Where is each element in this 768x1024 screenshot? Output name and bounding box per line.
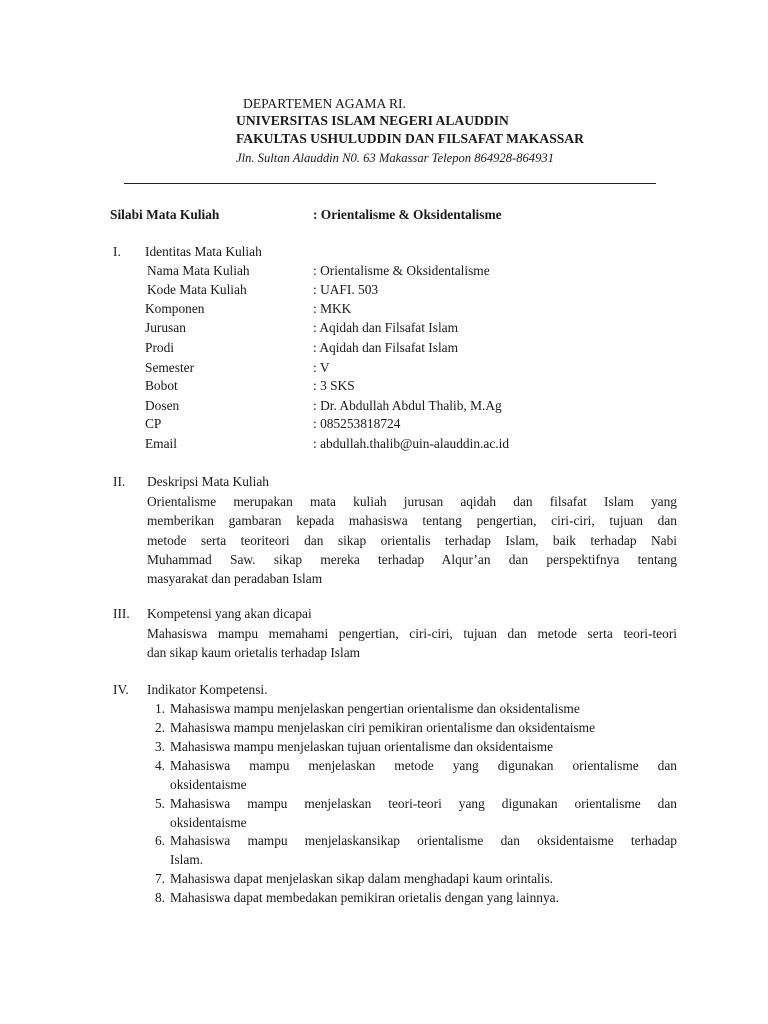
list-item-text: oksidentaisme xyxy=(170,776,247,792)
identity-label: Email xyxy=(145,436,177,451)
list-item-text: Mahasiswa dapat membedakan pemikiran orietalis dengan yang lainnya. xyxy=(170,890,559,905)
list-item xyxy=(170,738,677,757)
list-item xyxy=(170,889,677,908)
identity-value: : Orientalisme & Oksidentalisme xyxy=(313,263,490,278)
list-item-number: 5. xyxy=(154,796,165,811)
list-item-text: Mahasiswa mampu menjelaskan pengertian orientalisme dan oksidentalisme xyxy=(170,701,580,716)
identity-label: Semester xyxy=(145,360,195,375)
section-3-title: Kompetensi yang akan dicapai xyxy=(147,606,312,621)
section-1-numeral: I. xyxy=(113,244,121,259)
identity-label: CP xyxy=(145,416,162,431)
identity-value: : abdullah.thalib@uin-alauddin.ac.id xyxy=(313,436,510,451)
list-item-number: 1. xyxy=(154,701,165,716)
header-divider xyxy=(124,183,656,184)
section-3-numeral: III. xyxy=(113,606,130,621)
list-item xyxy=(170,795,677,833)
identity-value: : UAFI. 503 xyxy=(313,282,379,297)
list-item-number: 2. xyxy=(154,720,165,735)
list-item-number: 8. xyxy=(154,890,165,905)
identity-value: : Dr. Abdullah Abdul Thalib, M.Ag xyxy=(313,398,502,413)
identity-label: Jurusan xyxy=(145,320,186,335)
list-item-text: Mahasiswa mampu menjelaskan tujuan orientalisme dan oksidentaisme xyxy=(170,739,554,754)
list-item-text: Mahasiswa mampu menjelaskan teori-teori yang digunakan orientalisme dan xyxy=(170,796,677,811)
description-line: Muhammad Saw. sikap mereka terhadap Alqur’an dan perspektifnya tentang xyxy=(147,551,677,567)
header-university: UNIVERSITAS ISLAM NEGERI ALAUDDIN xyxy=(236,113,509,128)
identity-label: Prodi xyxy=(145,340,175,355)
identity-label: Dosen xyxy=(145,398,180,413)
identity-value: : MKK xyxy=(313,301,352,316)
identity-label: Komponen xyxy=(145,301,205,316)
header-faculty: FAKULTAS USHULUDDIN DAN FILSAFAT MAKASSAR xyxy=(236,131,584,146)
competency-line: dan sikap kaum orietalis terhadap Islam xyxy=(147,645,361,661)
competency-line: Mahasiswa mampu memahami pengertian, ciri-ciri, tujuan dan metode serta teori-teori xyxy=(147,626,677,641)
section-4-numeral: IV. xyxy=(113,682,129,697)
identity-value: : 3 SKS xyxy=(313,378,355,393)
list-item-text: oksidentaisme xyxy=(170,814,247,830)
list-item xyxy=(170,832,677,870)
header-ministry: DEPARTEMEN AGAMA RI. xyxy=(243,96,406,111)
silabi-value: : Orientalisme & Oksidentalisme xyxy=(313,207,502,222)
list-item-number: 6. xyxy=(154,833,165,848)
list-item xyxy=(170,719,677,738)
list-item-text: Mahasiswa mampu menjelaskan ciri pemikiran orientalisme dan oksidentaisme xyxy=(170,720,596,735)
description-line: masyarakat dan peradaban Islam xyxy=(147,571,323,587)
section-2-title: Deskripsi Mata Kuliah xyxy=(147,474,269,489)
section-4-title: Indikator Kompetensi. xyxy=(147,682,268,697)
header-address: Jln. Sultan Alauddin N0. 63 Makassar Telepon 864928-864931 xyxy=(236,151,554,165)
list-item-text: Mahasiswa mampu menjelaskansikap orientalisme dan oksidentaisme terhadap xyxy=(170,833,677,848)
description-line: metode serta teoriteori dan sikap orientalis terhadap Islam, baik terhadap Nabi xyxy=(147,532,677,548)
list-item-number: 7. xyxy=(154,871,165,886)
list-item-text: Mahasiswa dapat menjelaskan sikap dalam menghadapi kaum orintalis. xyxy=(170,871,554,886)
description-line: Orientalisme merupakan mata kuliah jurusan aqidah dan filsafat Islam yang xyxy=(147,494,677,509)
list-item xyxy=(170,870,677,889)
identity-value: : Aqidah dan Filsafat Islam xyxy=(313,320,459,335)
section-1-title: Identitas Mata Kuliah xyxy=(145,244,262,259)
identity-value: : V xyxy=(313,360,330,375)
list-item-text: Mahasiswa mampu menjelaskan metode yang digunakan orientalisme dan xyxy=(170,758,677,773)
course-description xyxy=(147,492,677,588)
identity-label: Nama Mata Kuliah xyxy=(147,263,250,278)
competency-text xyxy=(147,624,677,663)
list-item-number: 4. xyxy=(154,758,165,773)
list-item-text: Islam. xyxy=(170,851,204,867)
section-2-numeral: II. xyxy=(113,474,126,489)
identity-value: : 085253818724 xyxy=(313,416,401,431)
list-item xyxy=(170,757,677,795)
list-item xyxy=(170,700,677,719)
list-item-number: 3. xyxy=(154,739,165,754)
identity-label: Bobot xyxy=(145,378,178,393)
silabi-label: Silabi Mata Kuliah xyxy=(110,207,220,222)
description-line: memberikan gambaran kepada mahasiswa tentang pengertian, ciri-ciri, tujuan dan xyxy=(147,513,677,529)
identity-value: : Aqidah dan Filsafat Islam xyxy=(313,340,459,355)
identity-label: Kode Mata Kuliah xyxy=(147,282,247,297)
